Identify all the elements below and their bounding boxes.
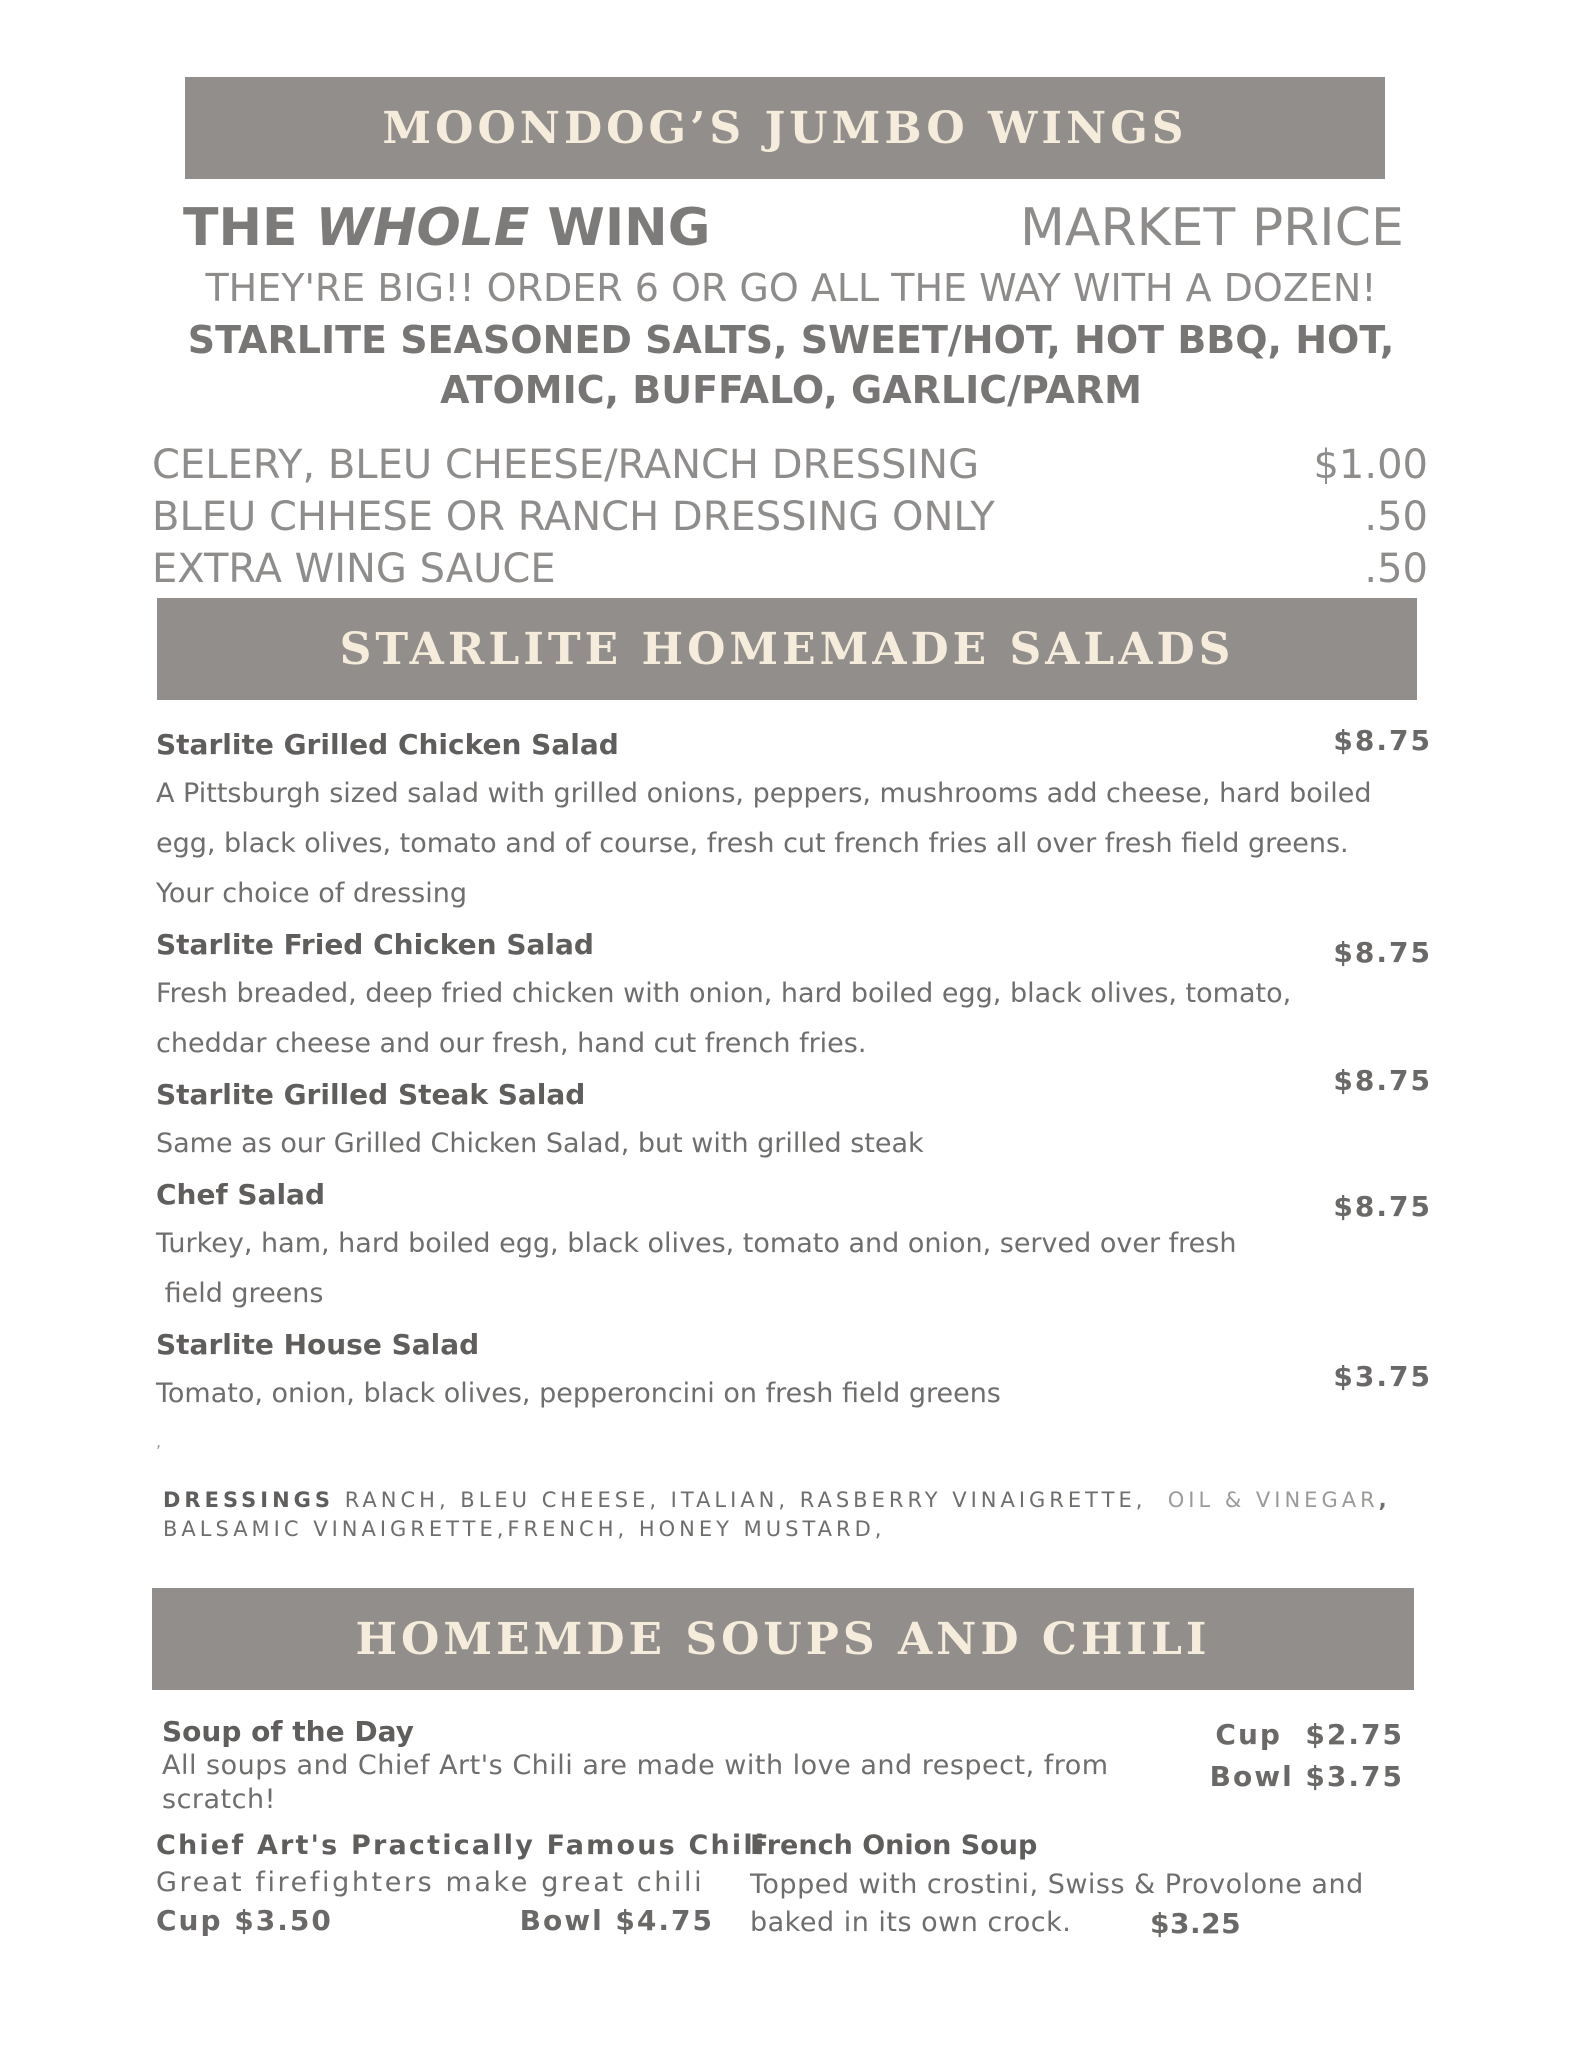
salad-item-price: $3.75: [1333, 1360, 1432, 1393]
dressings-list-b: OIL & VINEGAR: [1157, 1488, 1379, 1512]
wings-extra-price: $1.00: [1313, 442, 1428, 488]
wings-banner: [185, 77, 1385, 179]
wings-title-post: WING: [529, 198, 711, 258]
wings-title-em: WHOLE: [315, 198, 530, 258]
wings-extra-name: EXTRA WING SAUCE: [152, 546, 556, 592]
french-onion-desc: Topped with crostini, Swiss & Provolone and: [750, 1869, 1364, 1900]
french-onion-desc: baked in its own crock.: [750, 1907, 1072, 1938]
chili-cup-price: Cup $3.50: [156, 1904, 333, 1937]
salad-item-desc: egg, black olives, tomato and of course, fresh cut french fries all over fresh field greens.: [156, 828, 1349, 859]
wings-extra-name: CELERY, BLEU CHEESE/RANCH DRESSING: [152, 442, 980, 488]
wings-title-pre: THE: [183, 198, 316, 258]
dressings-line2: BALSAMIC VINAIGRETTE,FRENCH, HONEY MUSTARD,: [163, 1517, 886, 1541]
wings-tagline: THEY'RE BIG!! ORDER 6 OR GO ALL THE WAY WITH A DOZEN!: [205, 266, 1377, 310]
dressings-list-a: RANCH, BLEU CHEESE, ITALIAN, RASBERRY VINAIGRETTE,: [334, 1488, 1158, 1512]
dressings-list-c: ,: [1378, 1488, 1391, 1512]
wings-flavors-line2: ATOMIC, BUFFALO, GARLIC/PARM: [440, 368, 1142, 412]
wings-market-price: MARKET PRICE: [1020, 198, 1404, 258]
salad-item-name: Chef Salad: [156, 1178, 325, 1211]
salad-item-price: $8.75: [1333, 1190, 1432, 1223]
salad-item-name: Starlite House Salad: [156, 1328, 480, 1361]
salads-banner: [157, 598, 1417, 700]
salad-item-desc: Tomato, onion, black olives, pepperoncini on fresh field greens: [156, 1378, 1001, 1409]
salad-item-price: $8.75: [1333, 1064, 1432, 1097]
french-onion-name: French Onion Soup: [750, 1830, 1038, 1861]
salad-item-name: Starlite Fried Chicken Salad: [156, 928, 594, 961]
salad-item-price: $8.75: [1333, 936, 1432, 969]
chili-name: Chief Art's Practically Famous Chili: [156, 1830, 767, 1861]
salad-item-desc: cheddar cheese and our fresh, hand cut french fries.: [156, 1028, 867, 1059]
dressings-line1: [163, 1488, 1391, 1512]
soup-of-day-cup-price: Cup $2.75: [1215, 1718, 1404, 1751]
wings-extra-name: BLEU CHHESE OR RANCH DRESSING ONLY: [152, 494, 995, 540]
soup-of-day-name: Soup of the Day: [162, 1715, 414, 1748]
wings-extra-price: .50: [1364, 546, 1428, 592]
salad-item-desc: Turkey, ham, hard boiled egg, black olives, tomato and onion, served over fresh: [156, 1228, 1237, 1259]
stray-comma: ,: [156, 1432, 162, 1451]
dressings-label: DRESSINGS: [163, 1488, 335, 1512]
salad-item-name: Starlite Grilled Steak Salad: [156, 1078, 586, 1111]
chili-bowl-price: Bowl $4.75: [519, 1904, 714, 1937]
wings-flavors-line1: STARLITE SEASONED SALTS, SWEET/HOT, HOT BBQ, HOT,: [187, 318, 1395, 362]
wings-item-title: [183, 198, 710, 258]
soup-of-day-desc: All soups and Chief Art's Chili are made with love and respect, from: [162, 1750, 1109, 1781]
salad-item-desc: Your choice of dressing: [156, 878, 467, 909]
salads-banner-title: STARLITE HOMEMADE SALADS: [339, 623, 1235, 675]
salad-item-desc: Fresh breaded, deep fried chicken with onion, hard boiled egg, black olives, tomato,: [156, 978, 1292, 1009]
soups-banner-title: HOMEMDE SOUPS AND CHILI: [355, 1613, 1211, 1665]
salad-item-price: $8.75: [1333, 724, 1432, 757]
wings-extra-price: .50: [1364, 494, 1428, 540]
salad-item-desc: Same as our Grilled Chicken Salad, but with grilled steak: [156, 1128, 924, 1159]
salad-item-desc: field greens: [156, 1278, 324, 1309]
chili-desc: Great firefighters make great chili: [156, 1867, 705, 1898]
salad-item-name: Starlite Grilled Chicken Salad: [156, 728, 619, 761]
soup-of-day-desc: scratch!: [162, 1784, 276, 1815]
soups-banner: [152, 1588, 1414, 1690]
salad-item-desc: A Pittsburgh sized salad with grilled onions, peppers, mushrooms add cheese, hard boiled: [156, 778, 1372, 809]
french-onion-price: $3.25: [1150, 1907, 1242, 1940]
wings-banner-title: MOONDOG’S JUMBO WINGS: [382, 102, 1188, 154]
soup-of-day-bowl-price: Bowl $3.75: [1209, 1760, 1404, 1793]
